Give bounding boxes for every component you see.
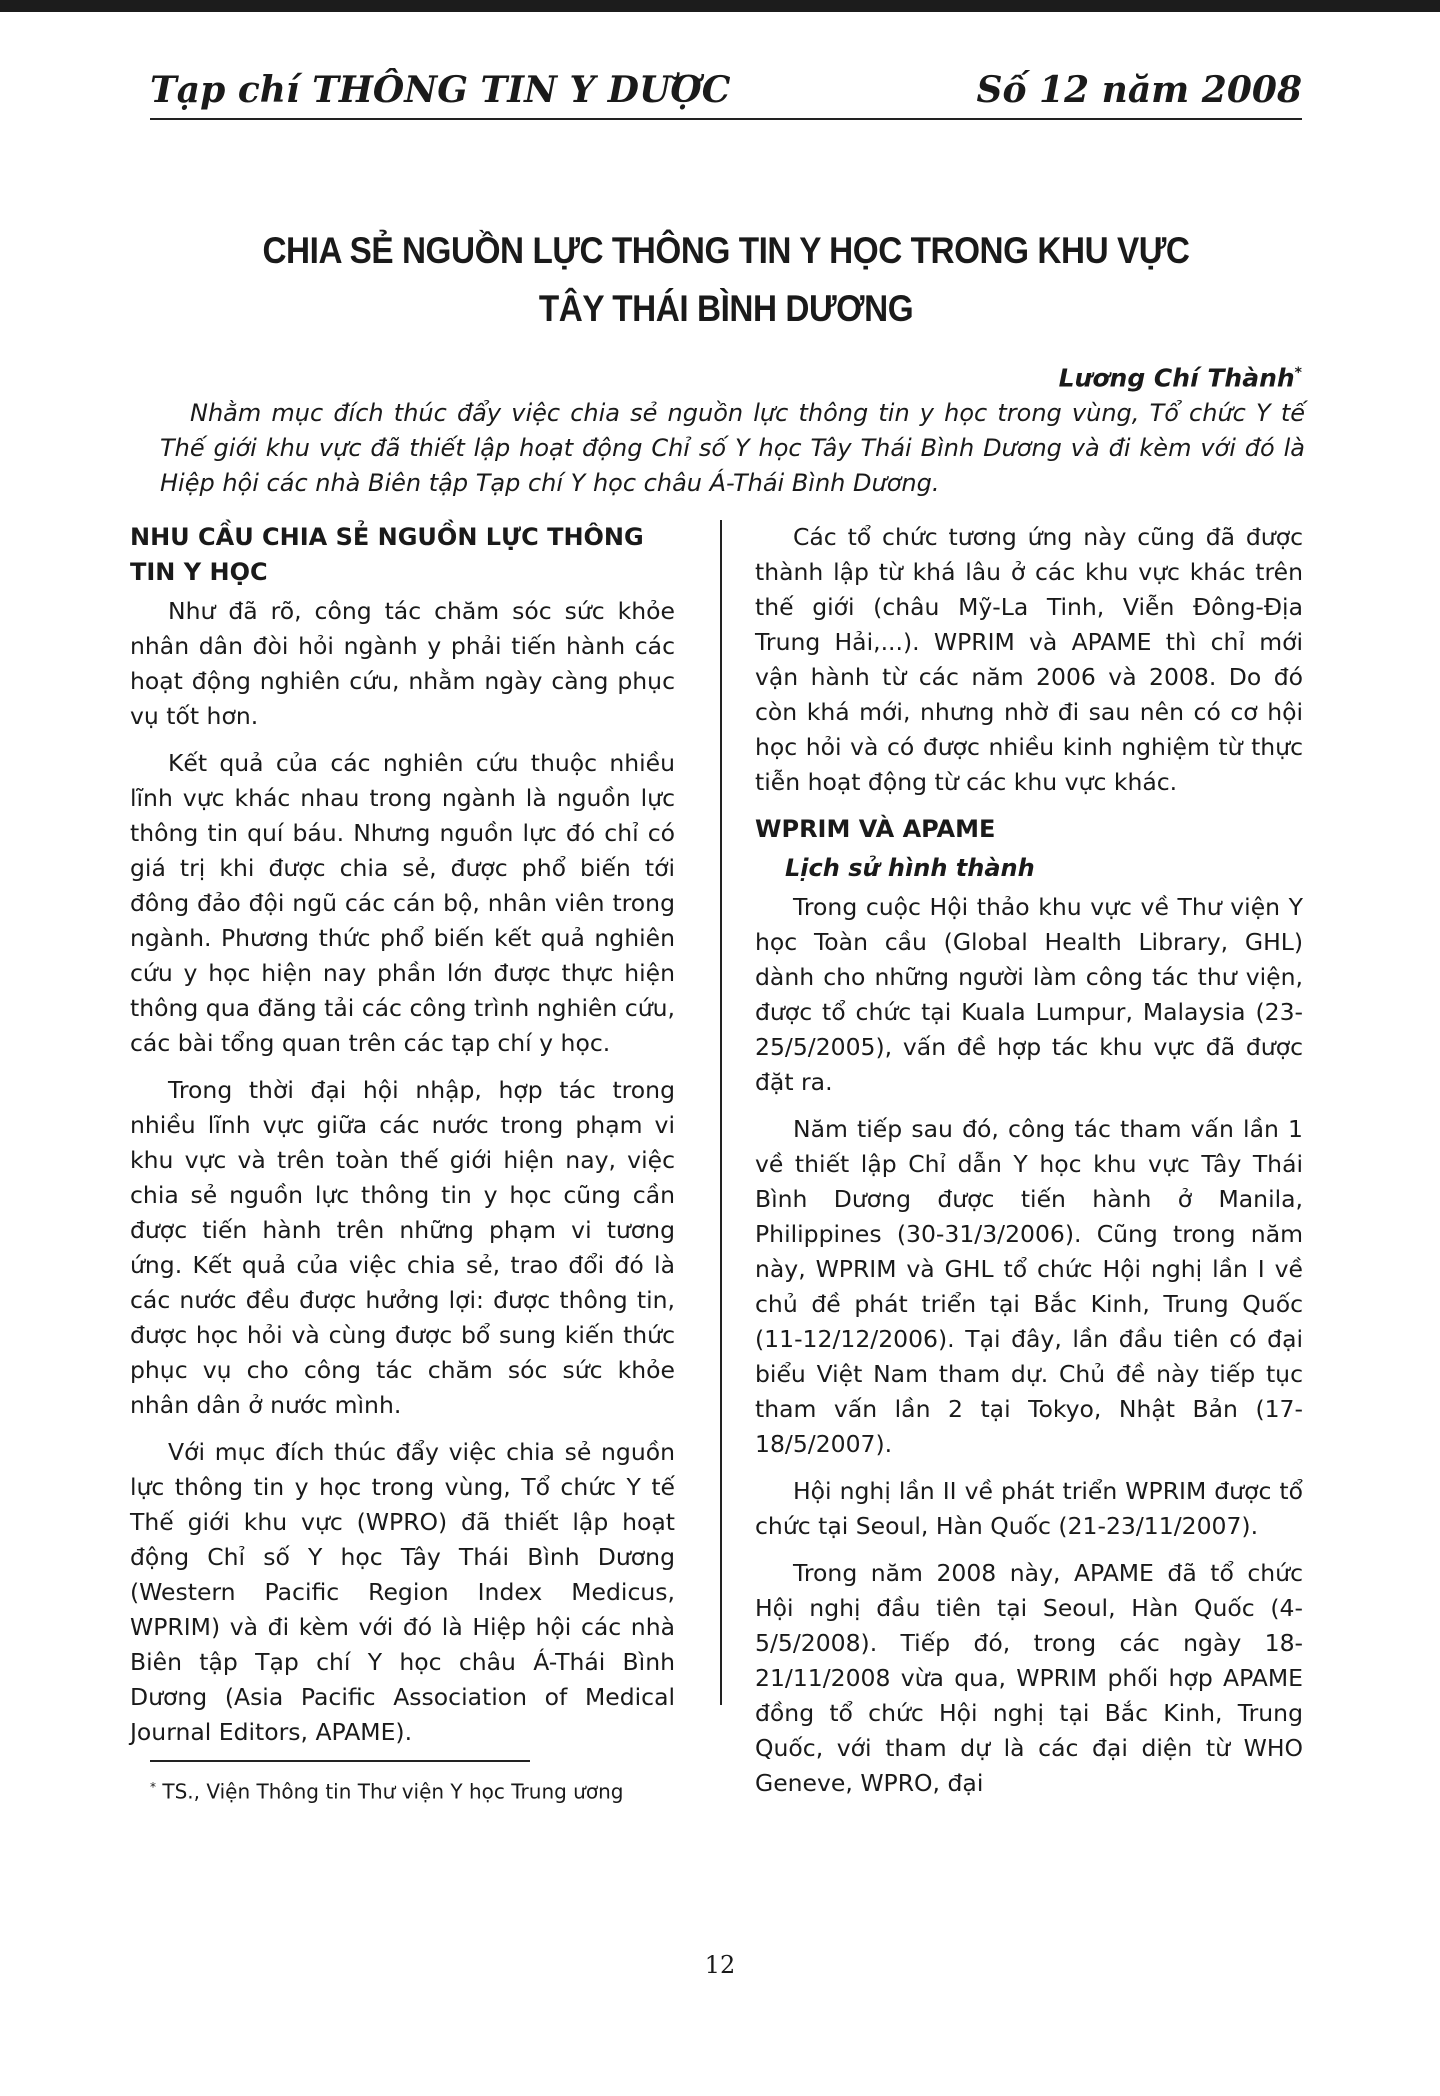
column-divider	[720, 520, 722, 1705]
paragraph: Trong cuộc Hội thảo khu vực về Thư viện Y học Toàn cầu (Global Health Library, GHL) dành cho những người làm công tác thư viện, được tổ chức tại Kuala Lumpur, Malaysia (23-25/5/2005), vấn đề hợp tác khu vực đã được đặt ra.	[755, 893, 1303, 1096]
footnote-text: TS., Viện Thông tin Thư viện Y học Trung ương	[162, 1779, 624, 1804]
top-border	[0, 0, 1440, 12]
footnote-rule	[150, 1760, 530, 1762]
footnote-marker: *	[150, 1780, 156, 1794]
author	[1059, 355, 1302, 396]
journal-name: Tạp chí THÔNG TIN Y DƯỢC	[150, 69, 731, 111]
section-heading: WPRIM VÀ APAME	[755, 815, 996, 843]
paragraph: Các tổ chức tương ứng này cũng đã được thành lập từ khá lâu ở các khu vực khác trên thế giới (châu Mỹ-La Tinh, Viễn Đông-Địa Trung Hải,...). WPRIM và APAME thì chỉ mới vận hành từ các năm 2006 và 2008. Do đó còn khá mới, nhưng nhờ đi sau nên có cơ hội học hỏi và có được nhiều kinh nghiệm từ thực tiễn hoạt động từ các khu vực khác.	[755, 523, 1303, 796]
author-name: Lương Chí Thành	[1058, 363, 1295, 393]
section-heading: NHU CẦU CHIA SẺ NGUỒN LỰC THÔNG TIN Y HỌC	[130, 523, 644, 586]
page-number: 12	[704, 1951, 736, 1979]
right-column	[755, 520, 1303, 1813]
title-line-1: CHIA SẺ NGUỒN LỰC THÔNG TIN Y HỌC TRONG KHU VỰC	[262, 230, 1190, 271]
paragraph: Kết quả của các nghiên cứu thuộc nhiều lĩnh vực khác nhau trong ngành là nguồn lực thông tin quí báu. Nhưng nguồn lực đó chỉ có giá trị khi được chia sẻ, được phổ biến tới đông đảo đội ngũ các cán bộ, nhân viên trong ngành. Phương thức phổ biến kết quả nghiên cứu y học hiện nay phần lớn được thực hiện thông qua đăng tải các công trình nghiên cứu, các bài tổng quan trên các tạp chí y học.	[130, 749, 675, 1057]
issue-label: Số 12 năm 2008	[976, 69, 1302, 111]
subsection-heading: Lịch sử hình thành	[785, 854, 1035, 882]
paragraph: Như đã rõ, công tác chăm sóc sức khỏe nhân dân đòi hỏi ngành y phải tiến hành các hoạt động nghiên cứu, nhằm ngày càng phục vụ tốt hơn.	[130, 597, 675, 730]
author-footnote-marker: *	[1294, 365, 1302, 381]
title-line-2: TÂY THÁI BÌNH DƯƠNG	[538, 288, 914, 329]
running-header	[150, 62, 1302, 120]
paragraph: Trong thời đại hội nhập, hợp tác trong nhiều lĩnh vực giữa các nước trong phạm vi khu vực và trên toàn thế giới hiện nay, việc chia sẻ nguồn lực thông tin y học cũng cần được tiến hành trên những phạm vi tương ứng. Kết quả của việc chia sẻ, trao đổi đó là các nước đều được hưởng lợi: được thông tin, được học hỏi và cùng được bổ sung kiến thức phục vụ cho công tác chăm sóc sức khỏe nhân dân ở nước mình.	[130, 1076, 675, 1419]
paragraph: Hội nghị lần II về phát triển WPRIM được tổ chức tại Seoul, Hàn Quốc (21-23/11/2007).	[755, 1477, 1303, 1540]
article-title	[208, 222, 1245, 338]
abstract: Nhằm mục đích thúc đẩy việc chia sẻ nguồn lực thông tin y học trong vùng, Tổ chức Y tế Thế giới khu vực đã thiết lập hoạt động Chỉ số Y học Tây Thái Bình Dương và đi kèm với đó là Hiệp hội các nhà Biên tập Tạp chí Y học châu Á-Thái Bình Dương.	[160, 399, 1305, 497]
paragraph: Với mục đích thúc đẩy việc chia sẻ nguồn lực thông tin y học trong vùng, Tổ chức Y tế Thế giới khu vực (WPRO) đã thiết lập hoạt động Chỉ số Y học Tây Thái Bình Dương (Western Pacific Region Index Medicus, WPRIM) và đi kèm với đó là Hiệp hội các nhà Biên tập Tạp chí Y học châu Á-Thái Bình Dương (Asia Pacific Association of Medical Journal Editors, APAME).	[130, 1438, 675, 1746]
paragraph: Năm tiếp sau đó, công tác tham vấn lần 1 về thiết lập Chỉ dẫn Y học khu vực Tây Thái Bình Dương được tiến hành ở Manila, Philippines (30-31/3/2006). Cũng trong năm này, WPRIM và GHL tổ chức Hội nghị lần I về chủ đề phát triển tại Bắc Kinh, Trung Quốc (11-12/12/2006). Tại đây, lần đầu tiên có đại biểu Việt Nam tham dự. Chủ đề này tiếp tục tham vấn lần 2 tại Tokyo, Nhật Bản (17-18/5/2007).	[755, 1115, 1303, 1458]
paragraph: Trong năm 2008 này, APAME đã tổ chức Hội nghị đầu tiên tại Seoul, Hàn Quốc (4-5/5/2008). Tiếp đó, trong các ngày 18-21/11/2008 vừa qua, WPRIM phối hợp APAME đồng tổ chức Hội nghị tại Bắc Kinh, Trung Quốc, với tham dự là các đại diện từ WHO Geneve, WPRO, đại	[755, 1559, 1303, 1797]
left-column	[130, 520, 675, 1762]
footnote	[150, 1772, 950, 1807]
